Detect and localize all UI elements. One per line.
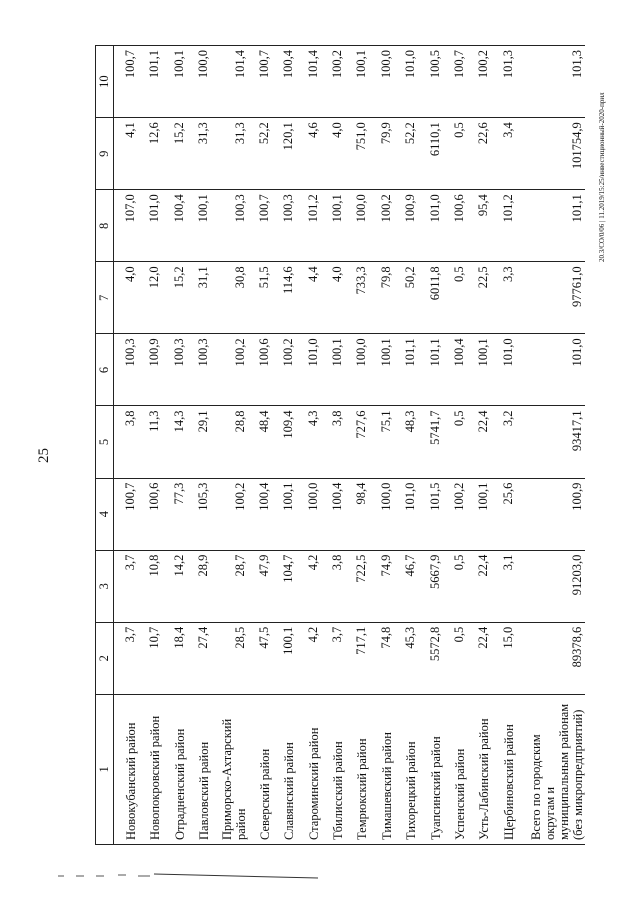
scan-artifact-lines: [58, 872, 318, 880]
value-cell: 79,8: [369, 262, 393, 334]
value-cell: 22,4: [467, 550, 491, 622]
region-name-cell: Всего по городским округам и муниципальным районам (без микропредприятий): [516, 694, 585, 844]
region-name-cell: Славянский район: [272, 694, 296, 844]
table-row: [296, 46, 320, 845]
value-cell: 100,9: [394, 190, 418, 262]
column-header: 8: [96, 190, 114, 262]
value-cell: 120,1: [272, 118, 296, 190]
value-cell: 100,6: [443, 190, 467, 262]
value-cell: 100,2: [321, 46, 345, 118]
value-cell: 105,3: [187, 478, 211, 550]
value-cell: 15,0: [491, 622, 515, 694]
column-header: 6: [96, 334, 114, 406]
value-cell: 101,0: [394, 478, 418, 550]
value-cell: 100,1: [467, 334, 491, 406]
table-row: [272, 46, 296, 845]
value-cell: 27,4: [187, 622, 211, 694]
value-cell: 100,4: [248, 478, 272, 550]
region-name-cell: Тихорецкий район: [394, 694, 418, 844]
value-cell: 25,6: [491, 478, 515, 550]
header-row: [96, 46, 114, 845]
value-cell: 0,5: [443, 262, 467, 334]
value-cell: 100,0: [345, 190, 369, 262]
value-cell: 29,1: [187, 406, 211, 478]
value-cell: 100,2: [211, 478, 248, 550]
table-row: [345, 46, 369, 845]
value-cell: 100,3: [272, 190, 296, 262]
value-cell: 104,7: [272, 550, 296, 622]
value-cell: 100,1: [321, 334, 345, 406]
value-cell: 101,0: [296, 334, 320, 406]
table-row: [211, 46, 248, 845]
data-table: [95, 45, 585, 845]
region-name-cell: Туапсинский район: [418, 694, 442, 844]
value-cell: 100,3: [211, 190, 248, 262]
value-cell: 10,8: [138, 550, 162, 622]
value-cell: 5667,9: [418, 550, 442, 622]
table-row: [138, 46, 162, 845]
rotated-table-container: [95, 45, 585, 845]
value-cell: 0,5: [443, 622, 467, 694]
region-name-cell: Отрадненский район: [162, 694, 186, 844]
column-header: 7: [96, 262, 114, 334]
value-cell: 10,7: [138, 622, 162, 694]
value-cell: 4,0: [321, 118, 345, 190]
value-cell: 5572,8: [418, 622, 442, 694]
table-row: [443, 46, 467, 845]
value-cell: 15,2: [162, 262, 186, 334]
value-cell: 101,1: [516, 190, 585, 262]
value-cell: 52,2: [394, 118, 418, 190]
table-row: [467, 46, 491, 845]
value-cell: 100,4: [321, 478, 345, 550]
value-cell: 79,9: [369, 118, 393, 190]
value-cell: 0,5: [443, 406, 467, 478]
value-cell: 100,0: [296, 478, 320, 550]
value-cell: 15,2: [162, 118, 186, 190]
value-cell: 100,2: [272, 334, 296, 406]
value-cell: 101,0: [491, 334, 515, 406]
value-cell: 722,5: [345, 550, 369, 622]
value-cell: 12,0: [138, 262, 162, 334]
value-cell: 5741,7: [418, 406, 442, 478]
value-cell: 93417,1: [516, 406, 585, 478]
value-cell: 101,1: [394, 334, 418, 406]
value-cell: 101,5: [418, 478, 442, 550]
region-name-cell: Северский район: [248, 694, 272, 844]
value-cell: 28,5: [211, 622, 248, 694]
value-cell: 74,9: [369, 550, 393, 622]
value-cell: 6011,8: [418, 262, 442, 334]
value-cell: 31,3: [187, 118, 211, 190]
value-cell: 3,3: [491, 262, 515, 334]
region-name-cell: Тимашевский район: [369, 694, 393, 844]
value-cell: 3,8: [321, 406, 345, 478]
value-cell: 101,4: [211, 46, 248, 118]
value-cell: 22,5: [467, 262, 491, 334]
value-cell: 74,8: [369, 622, 393, 694]
page-number: 25: [36, 448, 52, 463]
value-cell: 717,1: [345, 622, 369, 694]
column-header: 4: [96, 478, 114, 550]
value-cell: 3,7: [321, 622, 345, 694]
value-cell: 4,4: [296, 262, 320, 334]
value-cell: 101,1: [418, 334, 442, 406]
value-cell: 114,6: [272, 262, 296, 334]
value-cell: 0,5: [443, 118, 467, 190]
value-cell: 101,3: [516, 46, 585, 118]
value-cell: 727,6: [345, 406, 369, 478]
value-cell: 47,5: [248, 622, 272, 694]
value-cell: 100,7: [248, 190, 272, 262]
value-cell: 30,8: [211, 262, 248, 334]
value-cell: 101,4: [296, 46, 320, 118]
value-cell: 100,2: [211, 334, 248, 406]
column-header: 2: [96, 622, 114, 694]
value-cell: 101,0: [418, 190, 442, 262]
region-name-cell: Успенский район: [443, 694, 467, 844]
value-cell: 51,5: [248, 262, 272, 334]
value-cell: 100,4: [443, 334, 467, 406]
value-cell: 14,2: [162, 550, 186, 622]
region-name-cell: Новокубанский район: [114, 694, 138, 844]
table-row: [394, 46, 418, 845]
value-cell: 48,3: [394, 406, 418, 478]
table-row: [114, 46, 138, 845]
column-header: 5: [96, 406, 114, 478]
value-cell: 101,0: [516, 334, 585, 406]
value-cell: 52,2: [248, 118, 272, 190]
value-cell: 12,6: [138, 118, 162, 190]
table-row: [516, 46, 585, 845]
value-cell: 101,2: [296, 190, 320, 262]
value-cell: 4,2: [296, 622, 320, 694]
value-cell: 100,1: [467, 478, 491, 550]
value-cell: 107,0: [114, 190, 138, 262]
region-name-cell: Новопокровский район: [138, 694, 162, 844]
column-header: 9: [96, 118, 114, 190]
value-cell: 98,4: [345, 478, 369, 550]
value-cell: 100,0: [369, 46, 393, 118]
value-cell: 22,4: [467, 406, 491, 478]
value-cell: 100,1: [321, 190, 345, 262]
value-cell: 47,9: [248, 550, 272, 622]
value-cell: 6110,1: [418, 118, 442, 190]
value-cell: 100,3: [187, 334, 211, 406]
value-cell: 100,6: [248, 334, 272, 406]
value-cell: 100,5: [418, 46, 442, 118]
value-cell: 100,1: [187, 190, 211, 262]
value-cell: 3,2: [491, 406, 515, 478]
value-cell: 28,8: [211, 406, 248, 478]
column-header: 1: [96, 694, 114, 844]
value-cell: 100,2: [443, 478, 467, 550]
value-cell: 101,3: [491, 46, 515, 118]
value-cell: 4,1: [114, 118, 138, 190]
value-cell: 100,1: [272, 478, 296, 550]
region-name-cell: Староминский район: [296, 694, 320, 844]
value-cell: 3,4: [491, 118, 515, 190]
value-cell: 31,1: [187, 262, 211, 334]
value-cell: 100,9: [516, 478, 585, 550]
value-cell: 101,0: [138, 190, 162, 262]
value-cell: 91203,0: [516, 550, 585, 622]
value-cell: 109,4: [272, 406, 296, 478]
value-cell: 31,3: [211, 118, 248, 190]
value-cell: 101,2: [491, 190, 515, 262]
value-cell: 100,0: [369, 478, 393, 550]
value-cell: 100,0: [345, 334, 369, 406]
value-cell: 46,7: [394, 550, 418, 622]
table-row: [162, 46, 186, 845]
value-cell: 100,3: [162, 334, 186, 406]
value-cell: 28,7: [211, 550, 248, 622]
value-cell: 3,1: [491, 550, 515, 622]
value-cell: 751,0: [345, 118, 369, 190]
table-row: [321, 46, 345, 845]
value-cell: 77,3: [162, 478, 186, 550]
column-header: 3: [96, 550, 114, 622]
value-cell: 100,3: [114, 334, 138, 406]
value-cell: 97761,0: [516, 262, 585, 334]
value-cell: 3,7: [114, 550, 138, 622]
region-name-cell: Щербиновский район: [491, 694, 515, 844]
value-cell: 4,0: [321, 262, 345, 334]
value-cell: 100,7: [114, 46, 138, 118]
value-cell: 733,3: [345, 262, 369, 334]
value-cell: 100,2: [369, 190, 393, 262]
value-cell: 4,2: [296, 550, 320, 622]
table-row: [187, 46, 211, 845]
value-cell: 4,6: [296, 118, 320, 190]
value-cell: 28,9: [187, 550, 211, 622]
value-cell: 3,8: [114, 406, 138, 478]
table-row: [248, 46, 272, 845]
value-cell: 95,4: [467, 190, 491, 262]
value-cell: 100,1: [369, 334, 393, 406]
column-header: 10: [96, 46, 114, 118]
value-cell: 100,1: [345, 46, 369, 118]
value-cell: 3,8: [321, 550, 345, 622]
value-cell: 100,4: [272, 46, 296, 118]
value-cell: 0,5: [443, 550, 467, 622]
value-cell: 4,3: [296, 406, 320, 478]
value-cell: 75,1: [369, 406, 393, 478]
value-cell: 101,0: [394, 46, 418, 118]
region-name-cell: Темрюкский район: [345, 694, 369, 844]
value-cell: 100,0: [187, 46, 211, 118]
value-cell: 100,7: [248, 46, 272, 118]
value-cell: 100,7: [114, 478, 138, 550]
value-cell: 22,4: [467, 622, 491, 694]
value-cell: 3,7: [114, 622, 138, 694]
value-cell: 100,7: [443, 46, 467, 118]
value-cell: 100,4: [162, 190, 186, 262]
value-cell: 14,3: [162, 406, 186, 478]
region-name-cell: Павловский район: [187, 694, 211, 844]
region-name-cell: Усть-Лабинский район: [467, 694, 491, 844]
region-name-cell: Тбилисский район: [321, 694, 345, 844]
value-cell: 100,2: [467, 46, 491, 118]
value-cell: 4,0: [114, 262, 138, 334]
value-cell: 45,3: [394, 622, 418, 694]
value-cell: 22,6: [467, 118, 491, 190]
table-row: [491, 46, 515, 845]
value-cell: 100,1: [162, 46, 186, 118]
value-cell: 50,2: [394, 262, 418, 334]
table-row: [418, 46, 442, 845]
value-cell: 89378,6: [516, 622, 585, 694]
table-row: [369, 46, 393, 845]
footer-code: 20.3/СО/0/06 | 11.2019/15:25/инвестиционный-2020-прил: [598, 92, 606, 262]
value-cell: 100,1: [272, 622, 296, 694]
value-cell: 11,3: [138, 406, 162, 478]
value-cell: 48,4: [248, 406, 272, 478]
value-cell: 18,4: [162, 622, 186, 694]
region-name-cell: Приморско-Ахтарский район: [211, 694, 248, 844]
value-cell: 100,6: [138, 478, 162, 550]
value-cell: 100,9: [138, 334, 162, 406]
value-cell: 101754,9: [516, 118, 585, 190]
value-cell: 101,1: [138, 46, 162, 118]
